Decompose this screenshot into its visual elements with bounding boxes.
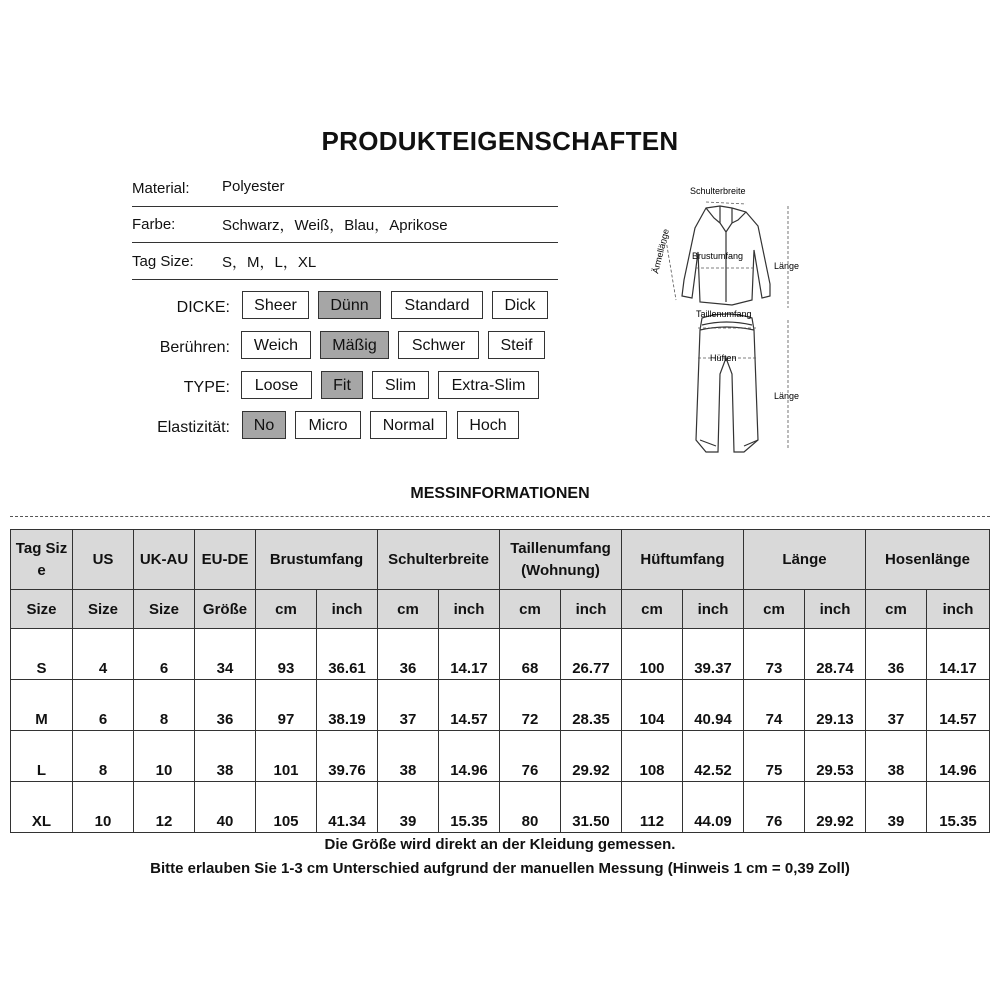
pants-outline — [696, 314, 758, 452]
table-cell: 4 — [73, 629, 134, 680]
table-cell: 40 — [195, 782, 256, 833]
table-cell: 29.92 — [561, 731, 622, 782]
table-cell: 73 — [744, 629, 805, 680]
table-cell: 29.92 — [805, 782, 866, 833]
table-cell: L — [11, 731, 73, 782]
table-cell: 76 — [500, 731, 561, 782]
note-measurement: Die Größe wird direkt an der Kleidung gemessen. — [324, 836, 676, 853]
table-cell: 29.13 — [805, 680, 866, 731]
table-subheader-cell: inch — [561, 590, 622, 629]
table-header-cell: Schulterbreite — [378, 530, 500, 590]
option-loose: Loose — [241, 371, 312, 399]
table-subheader-cell: Size — [73, 590, 134, 629]
table-row — [11, 731, 990, 782]
property-value: Schwarz，Weiß，Blau，Aprikose — [222, 217, 448, 234]
table-cell: 38 — [378, 731, 439, 782]
table-subheader-cell: Size — [11, 590, 73, 629]
garment-measurement-diagram — [640, 178, 820, 463]
table-cell: 15.35 — [439, 782, 500, 833]
option-weich: Weich — [241, 331, 311, 359]
table-subheader-cell: cm — [256, 590, 317, 629]
property-row-material — [132, 170, 558, 207]
table-cell: 15.35 — [927, 782, 990, 833]
table-cell: 39.76 — [317, 731, 378, 782]
table-cell: 12 — [134, 782, 195, 833]
option-schwer: Schwer — [398, 331, 479, 359]
table-header-row — [11, 530, 990, 590]
table-cell: 10 — [73, 782, 134, 833]
table-cell: 36.61 — [317, 629, 378, 680]
table-cell: 28.35 — [561, 680, 622, 731]
table-cell: 8 — [134, 680, 195, 731]
table-cell: 14.17 — [439, 629, 500, 680]
diagram-label-chest: Brustumfang — [692, 251, 744, 261]
table-cell: 39 — [378, 782, 439, 833]
table-header-cell: Tag Size — [11, 530, 73, 590]
diagram-label-waist: Taillenumfang — [696, 309, 752, 319]
property-value: Polyester — [222, 178, 285, 195]
table-cell: 75 — [744, 731, 805, 782]
diagram-label-shoulder: Schulterbreite — [690, 186, 746, 196]
table-subheader-cell: cm — [500, 590, 561, 629]
option-no-selected: No — [242, 411, 286, 439]
option-label-type: TYPE: — [183, 379, 230, 396]
table-cell: 8 — [73, 731, 134, 782]
table-cell: 39.37 — [683, 629, 744, 680]
option-fit-selected: Fit — [321, 371, 363, 399]
option-label-touch: Berühren: — [159, 339, 230, 356]
table-subheader-cell: cm — [378, 590, 439, 629]
dashed-divider — [10, 516, 990, 517]
table-cell: 42.52 — [683, 731, 744, 782]
table-header-cell: Hüftumfang — [622, 530, 744, 590]
table-cell: 6 — [134, 629, 195, 680]
property-row-tag-size — [132, 243, 558, 280]
table-header-cell: UK-AU — [134, 530, 195, 590]
table-subheader-cell: inch — [317, 590, 378, 629]
option-dick: Dick — [492, 291, 548, 319]
table-cell: 14.96 — [927, 731, 990, 782]
table-cell: 14.57 — [439, 680, 500, 731]
table-cell: 93 — [256, 629, 317, 680]
option-micro: Micro — [295, 411, 361, 439]
table-cell: M — [11, 680, 73, 731]
option-label-thickness: DICKE: — [176, 299, 230, 316]
table-cell: 38.19 — [317, 680, 378, 731]
table-subheader-cell: inch — [439, 590, 500, 629]
option-label-elasticity: Elastizität: — [157, 419, 230, 436]
table-cell: 36 — [866, 629, 927, 680]
table-cell: 101 — [256, 731, 317, 782]
option-sheer: Sheer — [242, 291, 309, 319]
table-subheader-cell: Size — [134, 590, 195, 629]
option-maessig-selected: Mäßig — [320, 331, 389, 359]
table-cell: 41.34 — [317, 782, 378, 833]
table-cell: 97 — [256, 680, 317, 731]
table-cell: 100 — [622, 629, 683, 680]
option-normal: Normal — [370, 411, 447, 439]
table-cell: 14.96 — [439, 731, 500, 782]
table-header-cell: EU-DE — [195, 530, 256, 590]
table-subheader-cell: inch — [683, 590, 744, 629]
table-cell: 44.09 — [683, 782, 744, 833]
table-subheader-cell: cm — [622, 590, 683, 629]
option-hoch: Hoch — [457, 411, 519, 439]
table-row — [11, 680, 990, 731]
table-cell: 34 — [195, 629, 256, 680]
property-label: Tag Size: — [132, 253, 194, 270]
table-cell: 29.53 — [805, 731, 866, 782]
table-cell: 36 — [195, 680, 256, 731]
table-subheader-cell: cm — [744, 590, 805, 629]
table-header-cell: Brustumfang — [256, 530, 378, 590]
table-subheader-cell: Größe — [195, 590, 256, 629]
property-label: Material: — [132, 180, 190, 197]
table-subheader-row — [11, 590, 990, 629]
diagram-label-length-pants: Länge — [774, 391, 800, 401]
table-subheader-cell: cm — [866, 590, 927, 629]
table-cell: 74 — [744, 680, 805, 731]
section-title: MESSINFORMATIONEN — [410, 485, 590, 502]
table-cell: 14.57 — [927, 680, 990, 731]
table-cell: 108 — [622, 731, 683, 782]
option-duenn-selected: Dünn — [318, 291, 381, 319]
table-cell: 38 — [195, 731, 256, 782]
table-cell: 68 — [500, 629, 561, 680]
table-cell: 104 — [622, 680, 683, 731]
table-row — [11, 629, 990, 680]
table-cell: 39 — [866, 782, 927, 833]
option-steif: Steif — [488, 331, 545, 359]
table-body — [11, 629, 990, 833]
table-cell: 10 — [134, 731, 195, 782]
table-cell: 112 — [622, 782, 683, 833]
property-label: Farbe: — [132, 216, 176, 233]
table-row — [11, 782, 990, 833]
size-table — [10, 529, 990, 833]
diagram-label-hips: Hüften — [710, 353, 737, 363]
table-header-cell: Taillenumfang (Wohnung) — [500, 530, 622, 590]
table-cell: S — [11, 629, 73, 680]
table-cell: 14.17 — [927, 629, 990, 680]
table-subheader-cell: inch — [805, 590, 866, 629]
option-standard: Standard — [391, 291, 483, 319]
table-cell: 38 — [866, 731, 927, 782]
table-cell: 28.74 — [805, 629, 866, 680]
table-cell: 26.77 — [561, 629, 622, 680]
page-title: PRODUKTEIGENSCHAFTEN — [321, 126, 679, 156]
table-cell: 80 — [500, 782, 561, 833]
table-cell: 37 — [866, 680, 927, 731]
table-cell: 105 — [256, 782, 317, 833]
property-row-color — [132, 206, 558, 243]
table-header-cell: Länge — [744, 530, 866, 590]
table-cell: 72 — [500, 680, 561, 731]
table-cell: 36 — [378, 629, 439, 680]
table-cell: 40.94 — [683, 680, 744, 731]
table-header-cell: US — [73, 530, 134, 590]
property-value: S，M，L，XL — [222, 254, 317, 271]
option-slim: Slim — [372, 371, 429, 399]
table-cell: 31.50 — [561, 782, 622, 833]
table-cell: 37 — [378, 680, 439, 731]
note-tolerance: Bitte erlauben Sie 1-3 cm Unterschied aufgrund der manuellen Messung (Hinweis 1 cm = 0,39 Zoll) — [150, 860, 850, 877]
option-extra-slim: Extra-Slim — [438, 371, 539, 399]
diagram-label-length-top: Länge — [774, 261, 800, 271]
table-header-cell: Hosenlänge — [866, 530, 990, 590]
diagram-label-sleeve: Ärmellänge — [650, 227, 671, 275]
table-cell: 6 — [73, 680, 134, 731]
table-subheader-cell: inch — [927, 590, 990, 629]
table-cell: XL — [11, 782, 73, 833]
table-cell: 76 — [744, 782, 805, 833]
